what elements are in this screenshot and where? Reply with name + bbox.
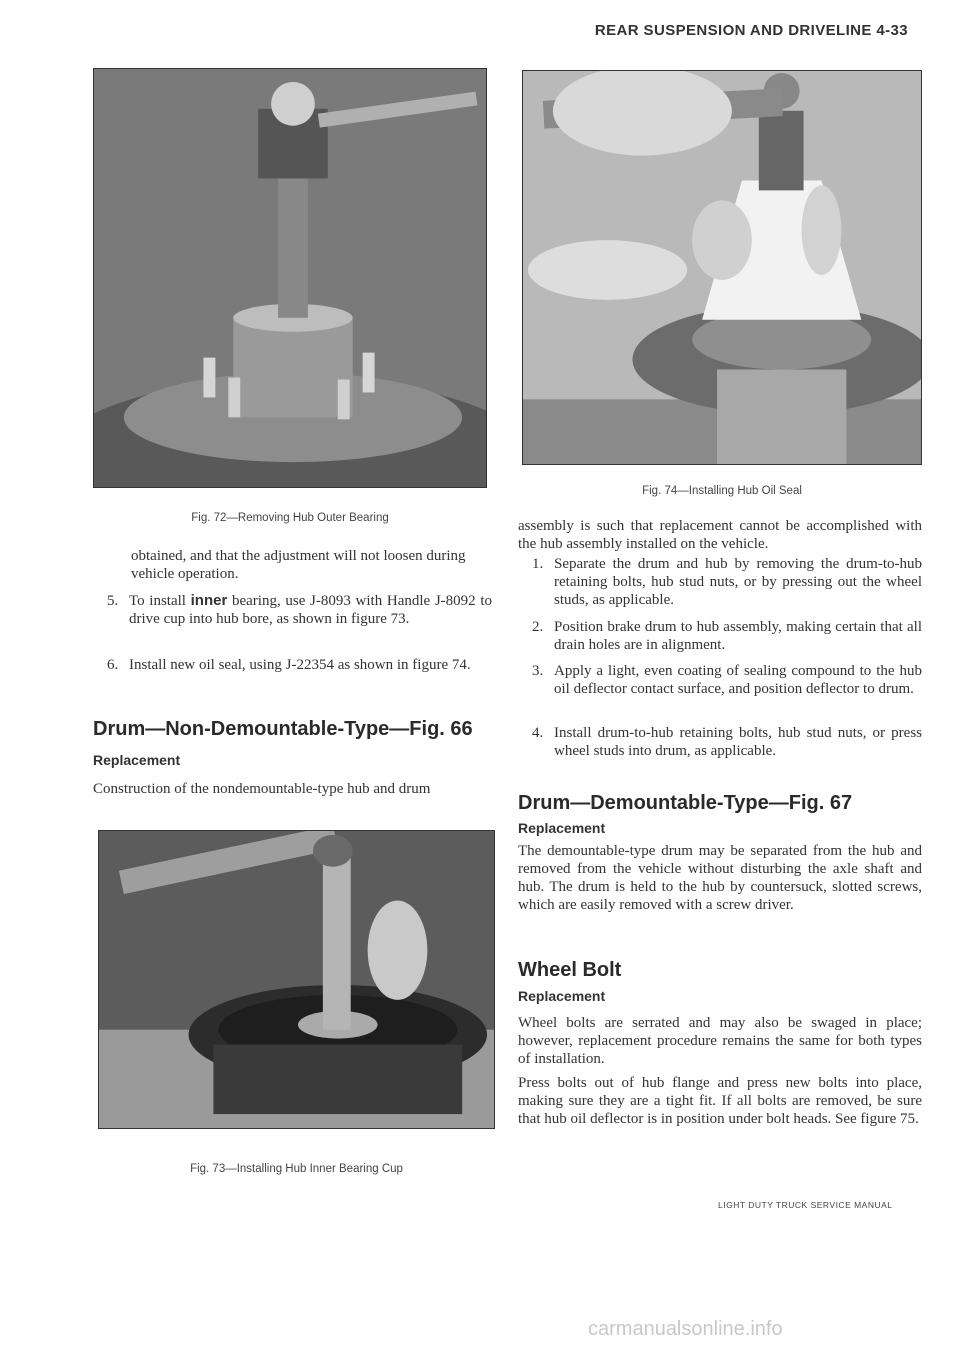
site-watermark: carmanualsonline.info [588,1318,783,1340]
figure-72-caption: Fig. 72—Removing Hub Outer Bearing [191,512,389,524]
hub-inner-bearing-cup-photo [99,831,494,1128]
hub-oil-seal-photo [523,71,921,464]
figure-74-photo [522,70,922,465]
step-1 [532,555,922,609]
section-heading-wheel-bolt: Wheel Bolt [518,959,622,981]
emphasis-text: inner [190,592,228,609]
step-text: Install drum-to-hub retaining bolts, hub stud nuts, or press wheel studs into drum, as applicable. [554,725,922,759]
step-text: Position brake drum to hub assembly, making certain that all drain holes are in alignment. [554,619,922,653]
wheel-bolt-paragraph-2: Press bolts out of hub flange and press new bolts into place, making sure they are a tight fit. If all bolts are removed, be sure that hub oil deflector is in position under bolt heads. See figure 75. [518,1075,922,1127]
step-number: 4. [532,725,544,741]
step-number: 5. [107,593,119,609]
hub-outer-bearing-photo [94,69,486,487]
non-demountable-paragraph: Construction of the nondemountable-type hub and drum [93,781,431,797]
wheel-bolt-paragraph-1: Wheel bolts are serrated and may also be swaged in place; however, replacement procedure remains the same for both types of installation. [518,1015,922,1067]
figure-74-caption: Fig. 74—Installing Hub Oil Seal [642,485,802,497]
step-number: 3. [532,663,544,679]
subheading-replacement-3: Replacement [518,988,606,1004]
figure-73-caption: Fig. 73—Installing Hub Inner Bearing Cup [190,1163,403,1175]
section-heading-non-demountable: Drum—Non-Demountable-Type—Fig. 66 [93,718,473,740]
step-6 [107,656,492,674]
step-text: To install inner bearing, use J-8093 with Handle J-8092 to drive cup into hub bore, as shown in figure 73. [129,592,493,627]
figure-73-photo [98,830,495,1129]
step-3 [532,662,922,698]
page-header: REAR SUSPENSION AND DRIVELINE 4-33 [594,22,908,39]
figure-72-photo [93,68,487,488]
step-5 [107,592,492,628]
step-number: 2. [532,619,544,635]
step-number: 1. [532,556,544,572]
step-text: Separate the drum and hub by removing the drum-to-hub retaining bolts, hub stud nuts, or by pressing out the wheel studs, as applicable. [554,556,922,608]
subheading-replacement: Replacement [93,752,181,768]
subheading-replacement-2: Replacement [518,820,606,836]
step-number: 6. [107,657,119,673]
demountable-paragraph: The demountable-type drum may be separated from the hub and removed from the vehicle without disturbing the axle shaft and hub. The drum is held to the hub by countersuck, slotted screws, which are easily removed with a screw driver. [518,843,922,913]
intro-paragraph: obtained, and that the adjustment will not loosen during vehicle operation. [131,548,466,582]
step-text: Install new oil seal, using J-22354 as shown in figure 74. [129,657,471,673]
step-4 [532,724,922,760]
step-2 [532,618,922,654]
section-heading-demountable: Drum—Demountable-Type—Fig. 67 [518,792,853,814]
continued-paragraph: assembly is such that replacement cannot be accomplished with the hub assembly installed on the vehicle. [518,518,922,552]
step-text: Apply a light, even coating of sealing compound to the hub oil deflector contact surface, and position deflector to drum. [554,663,922,697]
page-footer: LIGHT DUTY TRUCK SERVICE MANUAL [718,1200,893,1210]
